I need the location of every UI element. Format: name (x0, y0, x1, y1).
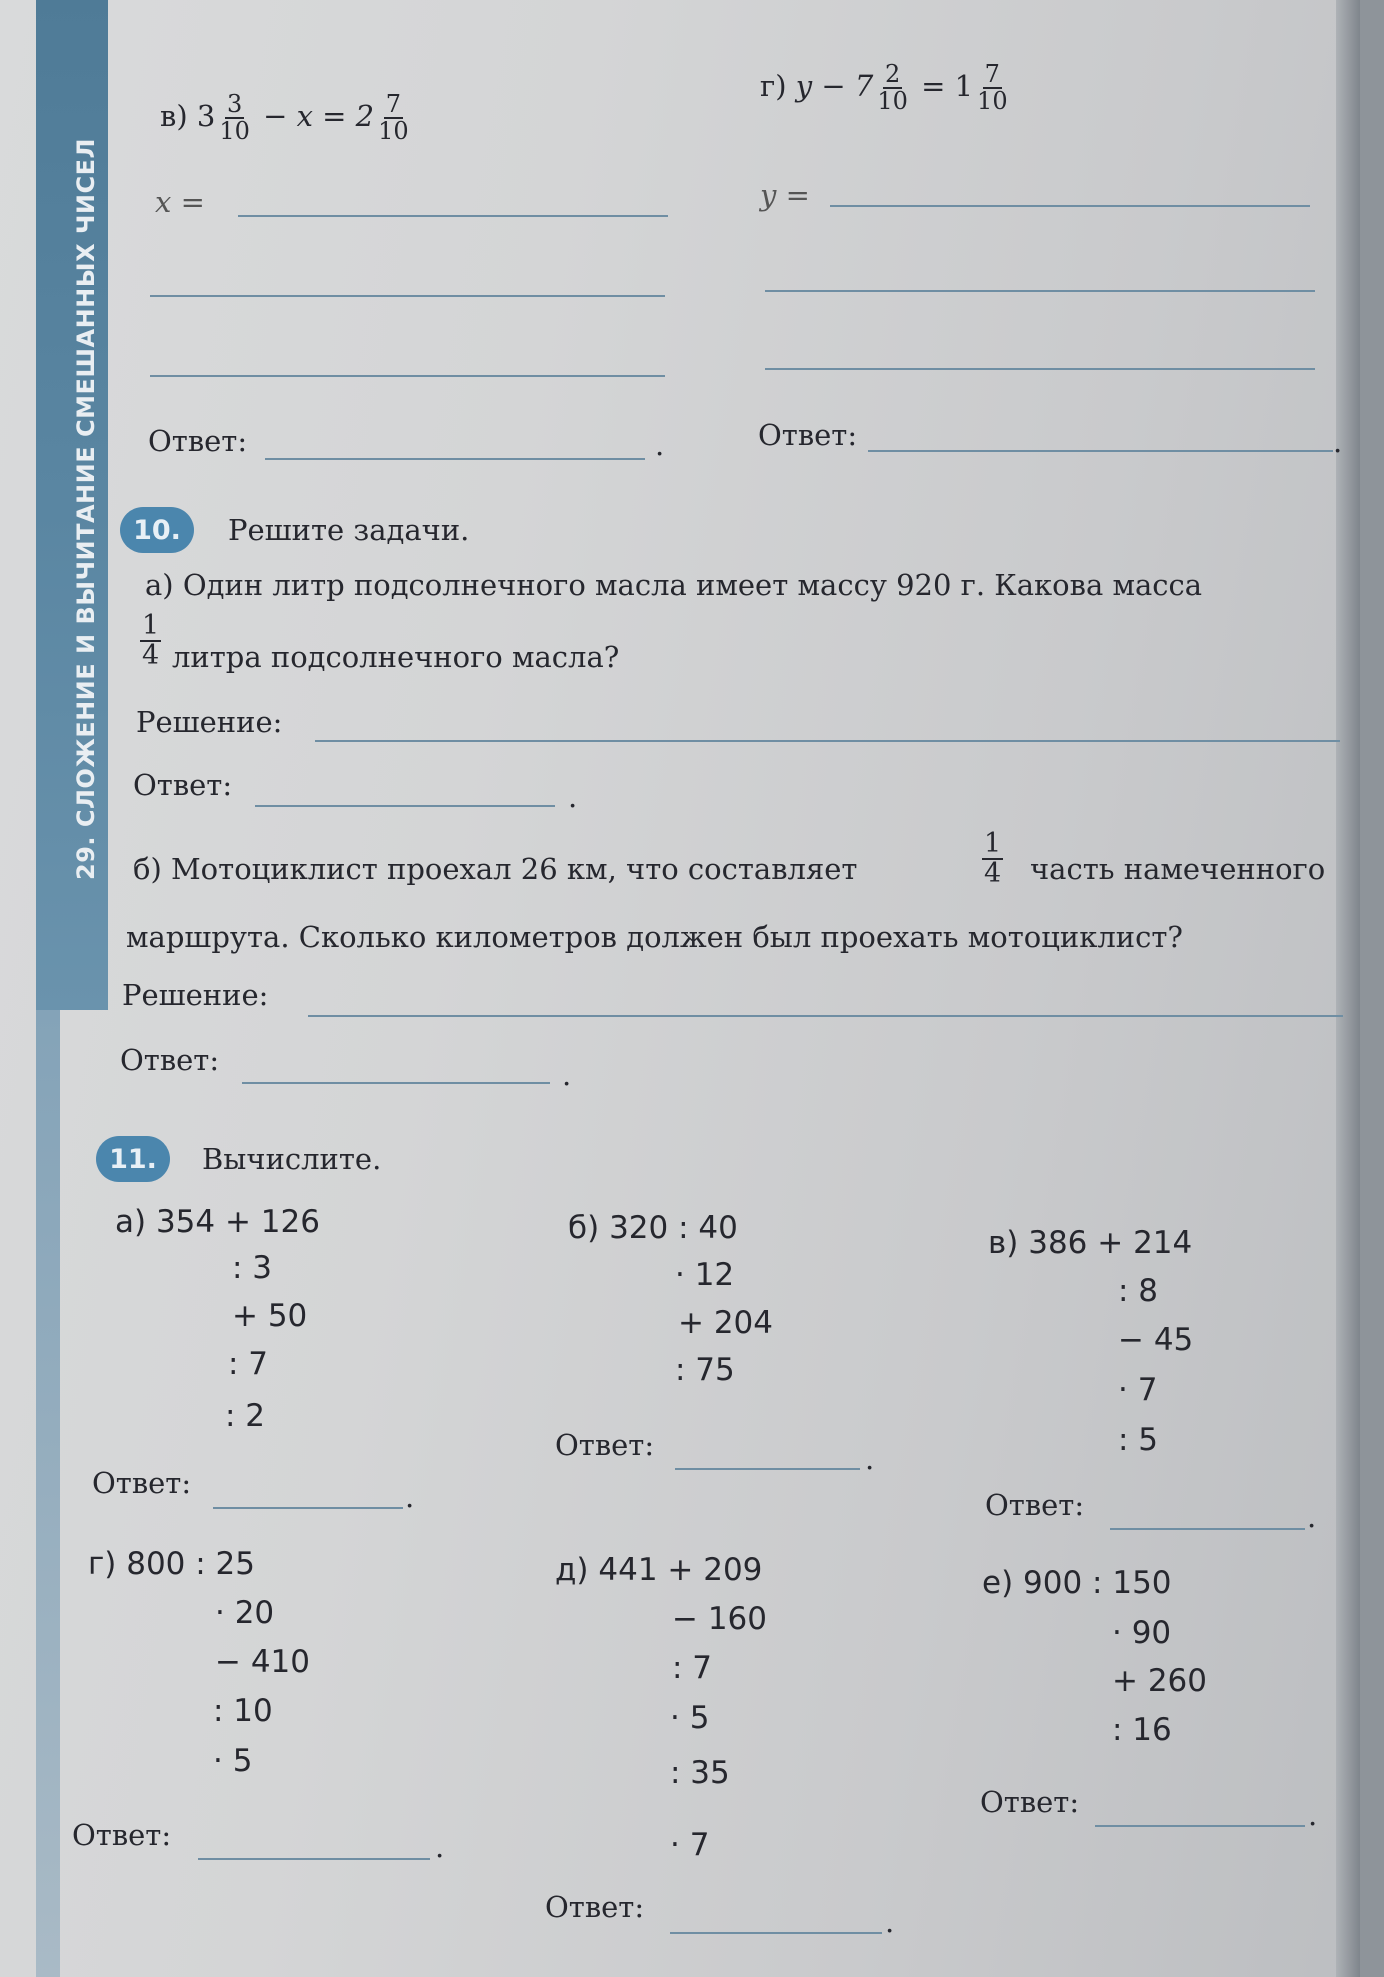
chain-g-line: − 410 (215, 1644, 310, 1680)
solution-line[interactable] (315, 740, 1340, 742)
answer-line[interactable] (238, 215, 668, 217)
chain-e-line: · 90 (1112, 1615, 1172, 1651)
task-number-badge: 11. (96, 1136, 170, 1182)
chapter-side-strip-tail (36, 1010, 60, 1977)
solution-label: Решение: (136, 705, 283, 739)
answer-line[interactable] (150, 295, 665, 297)
chain-g-line: · 20 (215, 1595, 275, 1631)
chain-v-line: − 45 (1118, 1322, 1194, 1358)
answer-label: Ответ: (148, 424, 248, 458)
answer-label: Ответ: (985, 1488, 1085, 1522)
chain-b-line: · 12 (675, 1257, 735, 1293)
answer-line[interactable] (265, 458, 645, 460)
chain-b-line: + 204 (678, 1305, 773, 1341)
fraction: $\frac{7}{10}$ (378, 90, 409, 146)
chain-v-line: в) 386 + 214 (988, 1225, 1193, 1261)
answer-line[interactable] (670, 1932, 882, 1934)
chain-d-line: − 160 (672, 1601, 767, 1637)
answer-line[interactable] (1095, 1825, 1305, 1827)
answer-label: Ответ: (120, 1043, 220, 1077)
chain-d-line: · 7 (670, 1827, 710, 1863)
task-10b-text: б) Мотоциклист проехал 26 км, что составляет (133, 852, 858, 886)
textbook-page: 29. СЛОЖЕНИЕ И ВЫЧИТАНИЕ СМЕШАННЫХ ЧИСЕЛ в) 3 $\frac{3}{10}$ − x = 2 $\frac{7}{10}$ x = Ответ: . г) y − 7 $\frac{2}{10}$ = 1 $\frac{7}{10}$ y = Ответ: . 10. Решите задачи. а) Один литр подсолнечного масла имеет массу 920 г. Какова масса $\frac{1}{4}$ литра подсолнечного масла? Решение: Ответ: . б) Мотоциклист проехал 26 км, что составляет $\frac{1}{4}$ часть намеченного маршрута. Сколько километров должен был проехать мотоциклист? Решение: Ответ: . 11. Вычислите. а) 354 + 126 : 3 + 50 : 7 : 2 Ответ: . б) 320 : 40 · 12 + 204 : 75 Ответ: . в) 386 + 214 : 8 − 45 · 7 : 5 Ответ: . г) 800 : 25 · 20 − 410 : 10 · 5 Ответ: . д) 441 + 209 − 160 : 7 · 5 : 35 · 7 Ответ: . е) 900 : 150 · 90 + 260 : 16 Ответ: . (0, 0, 1360, 1977)
chain-e-line: + 260 (1112, 1663, 1207, 1699)
answer-label: Ответ: (72, 1818, 172, 1852)
equation-v: в) 3 $\frac{3}{10}$ − x = 2 $\frac{7}{10}$ (160, 90, 409, 146)
fraction: $\frac{2}{10}$ (877, 60, 908, 116)
page-edge (1336, 0, 1360, 1977)
answer-line[interactable] (765, 290, 1315, 292)
chain-v-line: : 5 (1118, 1422, 1159, 1458)
answer-label: Ответ: (92, 1466, 192, 1500)
chain-a-line: а) 354 + 126 (115, 1204, 320, 1240)
chain-b-line: б) 320 : 40 (568, 1210, 738, 1246)
chain-a-line: + 50 (232, 1298, 308, 1334)
chain-a-line: : 2 (225, 1398, 266, 1434)
equation-g: г) y − 7 $\frac{2}{10}$ = 1 $\frac{7}{10}$ (760, 60, 1008, 116)
task-title: Вычислите. (202, 1142, 382, 1176)
chain-a-line: : 3 (232, 1250, 273, 1286)
answer-label: Ответ: (545, 1890, 645, 1924)
chapter-title: 29. СЛОЖЕНИЕ И ВЫЧИТАНИЕ СМЕШАННЫХ ЧИСЕЛ (72, 138, 100, 880)
chain-g-line: : 10 (213, 1693, 273, 1729)
chain-b-line: : 75 (675, 1352, 735, 1388)
chain-e-line: : 16 (1112, 1712, 1172, 1748)
equation-g-var: y = (760, 178, 810, 212)
chain-v-line: : 8 (1118, 1273, 1159, 1309)
answer-line[interactable] (1110, 1528, 1305, 1530)
equation-v-var: x = (155, 185, 205, 219)
task-10a-fraction: $\frac{1}{4}$ (142, 610, 160, 672)
task-number-badge: 10. (120, 507, 194, 553)
answer-line[interactable] (868, 450, 1333, 452)
answer-label: Ответ: (980, 1785, 1080, 1819)
task-10b-text-2: маршрута. Сколько километров должен был проехать мотоциклист? (126, 920, 1183, 954)
chain-g-line: · 5 (213, 1743, 253, 1779)
chain-d-line: д) 441 + 209 (555, 1552, 763, 1588)
answer-line[interactable] (830, 205, 1310, 207)
chain-d-line: : 7 (672, 1650, 713, 1686)
task-title: Решите задачи. (228, 513, 470, 547)
solution-line[interactable] (308, 1015, 1343, 1017)
chain-g-line: г) 800 : 25 (88, 1546, 256, 1582)
chain-e-line: е) 900 : 150 (982, 1565, 1172, 1601)
answer-line[interactable] (242, 1082, 550, 1084)
answer-line[interactable] (255, 805, 555, 807)
chain-d-line: · 5 (670, 1700, 710, 1736)
task-10b-fraction: $\frac{1}{4}$ (984, 828, 1002, 890)
fraction: $\frac{7}{10}$ (977, 60, 1008, 116)
answer-line[interactable] (765, 368, 1315, 370)
chain-d-line: : 35 (670, 1755, 730, 1791)
answer-line[interactable] (675, 1468, 860, 1470)
fraction: $\frac{3}{10}$ (219, 90, 250, 146)
task-10a-text: а) Один литр подсолнечного масла имеет массу 920 г. Какова масса (145, 568, 1203, 602)
chain-v-line: · 7 (1118, 1372, 1158, 1408)
answer-line[interactable] (198, 1858, 430, 1860)
answer-line[interactable] (213, 1507, 403, 1509)
answer-label: Ответ: (758, 418, 858, 452)
task-10b-text-end: часть намеченного (1030, 852, 1326, 886)
answer-label: Ответ: (555, 1428, 655, 1462)
solution-label: Решение: (122, 978, 269, 1012)
answer-line[interactable] (150, 375, 665, 377)
answer-label: Ответ: (133, 768, 233, 802)
task-10a-text-2: литра подсолнечного масла? (172, 640, 620, 674)
chain-a-line: : 7 (228, 1346, 269, 1382)
